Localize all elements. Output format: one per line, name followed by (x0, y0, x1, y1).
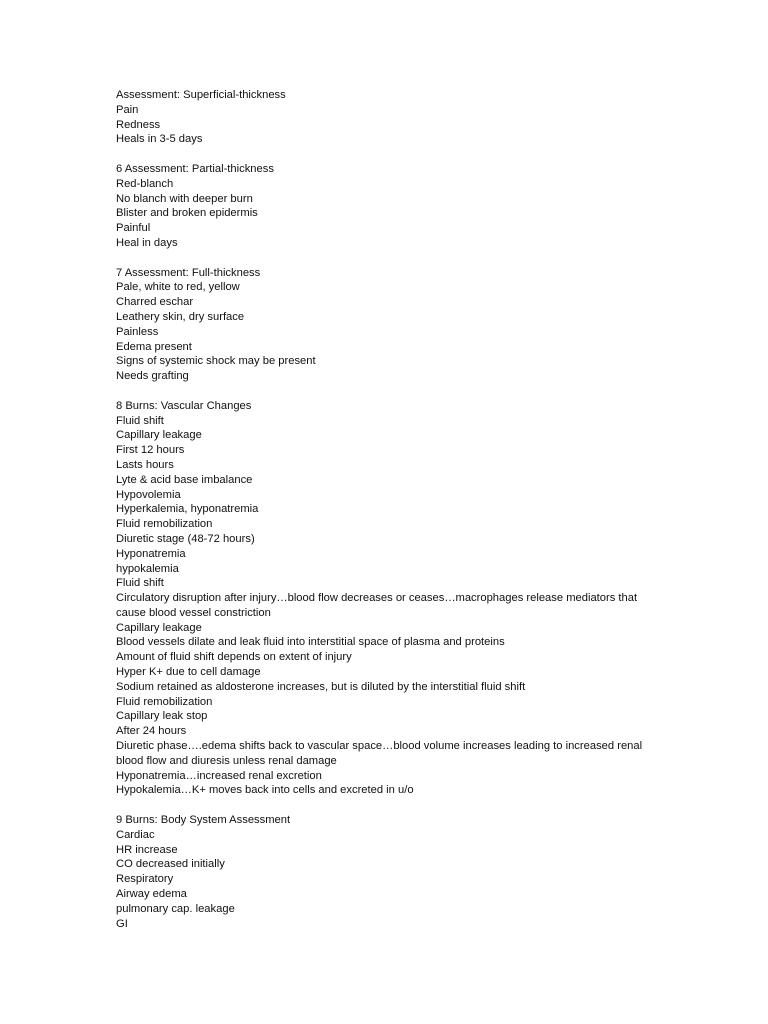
note-line: hypokalemia (116, 562, 179, 575)
note-line: Needs grafting (116, 370, 189, 383)
note-line: Hypovolemia (116, 488, 181, 501)
note-line: Capillary leakage (116, 429, 202, 442)
section-heading: 8 Burns: Vascular Changes (116, 399, 252, 412)
note-line: Painless (116, 325, 159, 338)
note-line: Blood vessels dilate and leak fluid into interstitial space of plasma and proteins (116, 636, 505, 649)
document-body (116, 88, 656, 946)
note-line: Fluid remobilization (116, 695, 213, 708)
note-line: Airway edema (116, 888, 187, 901)
note-line: First 12 hours (116, 444, 185, 457)
note-line: Hyponatremia (116, 547, 186, 560)
section-heading: 9 Burns: Body System Assessment (116, 814, 291, 827)
note-line: Diuretic stage (48-72 hours) (116, 532, 255, 545)
note-line: Amount of fluid shift depends on extent of injury (116, 651, 352, 664)
section-heading: Assessment: Superficial-thickness (116, 89, 286, 101)
note-line: Diuretic phase….edema shifts back to vascular space…blood volume increases leading to increased renal blood flow and diuresis unless renal damage (116, 740, 643, 767)
note-line: No blanch with deeper burn (116, 192, 253, 205)
note-line: Redness (116, 118, 161, 131)
note-line: Hypokalemia…K+ moves back into cells and excreted in u/o (116, 784, 414, 797)
note-line: Cardiac (116, 828, 155, 841)
note-line: Fluid remobilization (116, 518, 213, 531)
note-line: After 24 hours (116, 725, 187, 738)
note-line: Respiratory (116, 873, 174, 886)
note-line: Leathery skin, dry surface (116, 310, 245, 323)
note-line: Charred eschar (116, 296, 194, 309)
note-line: CO decreased initially (116, 858, 225, 871)
note-line: Circulatory disruption after injury…blood flow decreases or ceases…macrophages release mediators that cause blood vessel constriction (116, 592, 638, 619)
note-line: Fluid shift (116, 414, 164, 427)
note-line: Edema present (116, 340, 192, 353)
note-line: Pain (116, 103, 139, 116)
note-line: Fluid shift (116, 577, 164, 590)
note-line: Red-blanch (116, 177, 174, 190)
note-section (116, 399, 656, 799)
section-heading: 6 Assessment: Partial-thickness (116, 162, 274, 175)
note-line: Lyte & acid base imbalance (116, 473, 253, 486)
note-line: Heal in days (116, 236, 178, 249)
note-line: Capillary leakage (116, 621, 202, 634)
note-line: Lasts hours (116, 458, 174, 471)
note-line: Painful (116, 222, 151, 235)
note-line: GI (116, 917, 128, 930)
note-line: pulmonary cap. leakage (116, 902, 235, 915)
note-line: Capillary leak stop (116, 710, 208, 723)
note-section (116, 813, 656, 931)
note-line: Hyponatremia…increased renal excretion (116, 769, 322, 782)
note-line: Sodium retained as aldosterone increases, but is diluted by the interstitial fluid shift (116, 680, 526, 693)
section-heading: 7 Assessment: Full-thickness (116, 266, 261, 279)
note-section (116, 266, 656, 384)
note-line: Hyperkalemia, hyponatremia (116, 503, 259, 516)
note-line: HR increase (116, 843, 178, 856)
note-section (116, 162, 656, 251)
note-line: Blister and broken epidermis (116, 207, 258, 220)
note-line: Pale, white to red, yellow (116, 281, 240, 294)
note-line: Hyper K+ due to cell damage (116, 666, 261, 679)
note-line: Heals in 3-5 days (116, 133, 203, 146)
note-line: Signs of systemic shock may be present (116, 355, 316, 368)
note-section (116, 88, 656, 147)
